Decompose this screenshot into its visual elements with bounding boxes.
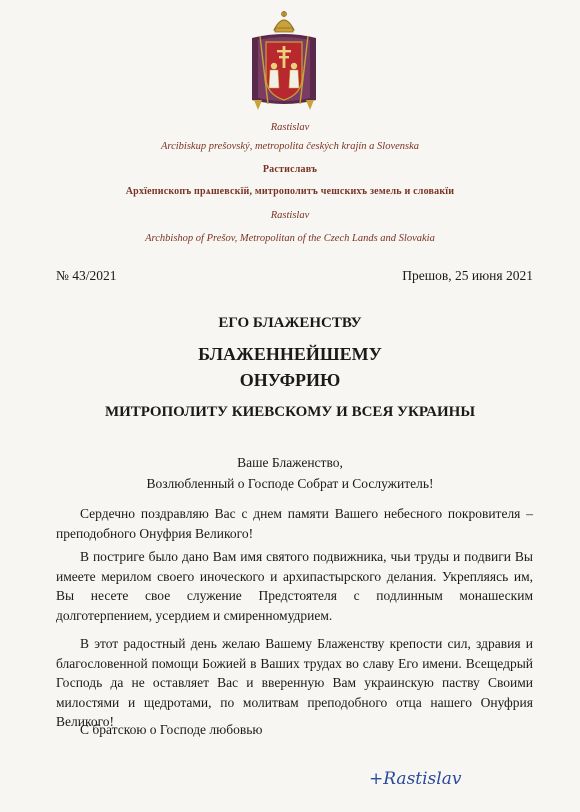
coat-of-arms-emblem [248, 8, 320, 112]
addressee-line-4: МИТРОПОЛИТУ КИЕВСКОМУ И ВСЕЯ УКРАИНЫ [104, 404, 476, 420]
body-paragraph-1: Сердечно поздравляю Вас с днем памяти Вашего небесного покровителя – преподобного Онуфрия Великого! [56, 506, 533, 541]
document-number: № 43/2021 [56, 268, 117, 283]
body-paragraph-2: В постриге было дано Вам имя святого подвижника, чьи труды и подвиги Вы имеете мерилом своего иноческого и архипастырского делания. Укрепляясь им, Вы несете свое служение Предстоятеля с подлинным монашеским долготерпением, усердием и смиренномудрием. [56, 549, 533, 623]
letterhead-english-title: Archbishop of Prešov, Metropolitan of the Czech Lands and Slovakia [145, 233, 435, 244]
closing-line: С братскою о Господе любовью [80, 722, 263, 737]
place-and-date: Прешов, 25 июня 2021 [402, 268, 533, 283]
letterhead-latin-title: Arcibiskup prešovský, metropolita českých krajín a Slovenska [160, 141, 420, 152]
handwritten-signature [367, 760, 483, 794]
addressee-line-1: ЕГО БЛАЖЕНСТВУ [218, 315, 362, 331]
body-paragraph-3: В этот радостный день желаю Вашему Блаженству крепости сил, здравия и благословенной помощи Божией в Ваших трудах во славу Его имени. Всещедрый Господь да не оставляет Вас и вверенную Вам украинскую паству Своими милостями и щедротами, по молитвам преподобного отца нашего Онуфрия Великого! [56, 636, 533, 729]
greeting-line-1: Ваше Блаженство, [237, 455, 343, 470]
greeting-line-2: Возлюбленный о Господе Собрат и Сослужитель! [146, 476, 434, 491]
letterhead-latin-name: Rastislav [270, 122, 310, 133]
letterhead-slavonic-title: Архїепископъ прѧшевскїй, митрополитъ чешскихъ земель и словакїи [125, 186, 455, 197]
letterhead-slavonic-name: Растиславъ [262, 164, 318, 175]
addressee-line-3: ОНУФРИЮ [239, 370, 341, 390]
addressee-line-2: БЛАЖЕННЕЙШЕМУ [198, 344, 382, 364]
letterhead-english-name: Rastislav [270, 210, 310, 221]
signature-text: +Rastislav [369, 769, 462, 789]
